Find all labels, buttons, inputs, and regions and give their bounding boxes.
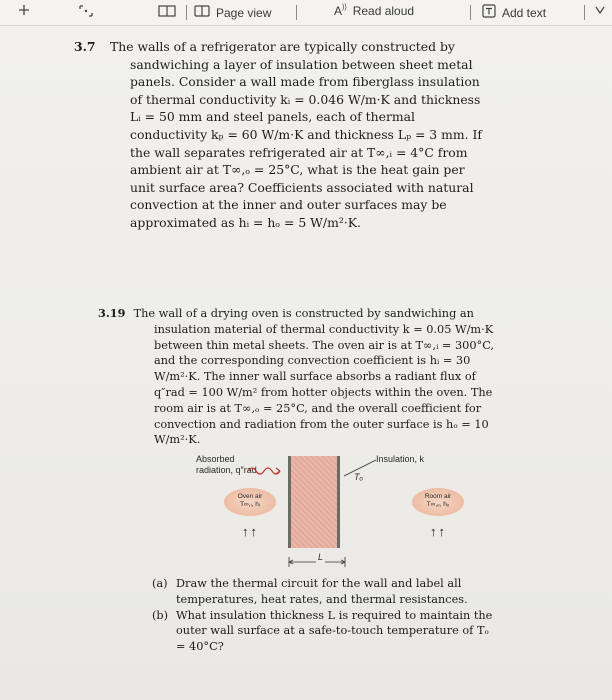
- document-page: [0, 26, 612, 700]
- plus-icon[interactable]: [18, 4, 30, 19]
- oven-air-params: T∞,ᵢ, hᵢ: [240, 501, 260, 508]
- toolbar-divider: [584, 5, 585, 20]
- two-page-icon[interactable]: [158, 4, 176, 21]
- page-view-label: Page view: [216, 5, 272, 20]
- toolbar-left-icons: [18, 4, 30, 19]
- oven-air-label: Oven air: [237, 493, 263, 500]
- problem-3-19-parts: [152, 576, 496, 655]
- oven-air-oval: [224, 488, 276, 516]
- read-aloud-icon: A)): [334, 4, 347, 18]
- part-label: (b): [152, 608, 169, 622]
- part-text: What insulation thickness L is required to maintain the outer wall surface at a safe-to-touch temperature of Tₒ = 40°C?: [176, 608, 493, 654]
- problem-3-19: 3.19 The wall of a drying oven is constructed by sandwiching an insulation material of thermal conductivity k = 0.05 W/m·K between thin metal sheets. The oven air is at T∞,ᵢ = 300°C, and the corresponding convection coefficient is hᵢ = 30 W/m²·K. The inner wall surface absorbs a radiant flux of q″rad = 100 W/m² from hotter objects within the oven. The room air is at T∞,ₒ = 25°C, and the overall coefficient for convection and radiation from the outer surface is hₒ = 10 W/m²·K.: [98, 306, 495, 447]
- book-icon: [194, 4, 210, 21]
- fit-page-icon[interactable]: [78, 4, 94, 21]
- chevron-down-icon: [594, 4, 606, 19]
- part-a: [152, 576, 496, 608]
- draw-button[interactable]: [594, 4, 606, 19]
- part-text: Draw the thermal circuit for the wall and label all temperatures, heat rates, and thermal resistances.: [176, 577, 468, 606]
- page-view-button[interactable]: [194, 4, 271, 21]
- text-box-icon: [482, 4, 496, 21]
- thickness-label: L: [318, 552, 324, 562]
- reader-toolbar: [0, 0, 612, 26]
- radiation-wave-icon: [246, 464, 286, 478]
- toolbar-icon-group: [78, 4, 94, 21]
- room-air-params: T∞,ₒ, hₒ: [426, 501, 450, 508]
- insulation-label: Insulation, k: [376, 454, 425, 464]
- read-aloud-label: Read aloud: [352, 4, 415, 18]
- read-aloud-button[interactable]: [334, 4, 414, 18]
- room-air-flow-arrows: ↑↑: [430, 524, 447, 539]
- absorbed-radiation-label-2: radiation, q″rad: [196, 465, 257, 475]
- problem-text: The wall of a drying oven is constructed by sandwiching an insulation material of thermal conductivity k = 0.05 W/m·K between thin metal sheets. The oven air is at T∞,ᵢ = 300°C, and the corresponding convection coefficient is hᵢ = 30 W/m²·K. The inner wall surface absorbs a radiant flux of q″rad = 100 W/m² from hotter objects within the oven. The room air is at T∞,ₒ = 25°C, and the overall coefficient for convection and radiation from the outer surface is hₒ = 10 W/m²·K.: [133, 307, 495, 447]
- room-air-oval: [412, 488, 464, 516]
- add-text-button[interactable]: [482, 4, 546, 21]
- room-air-label: Room air: [424, 493, 452, 500]
- problem-3-7: 3.7 The walls of a refrigerator are typically constructed by sandwiching a layer of insulation between sheet metal panels. Consider a wall made from fiberglass insulation of thermal conductivity kᵢ = 0.046 W/m·K and thickness Lᵢ = 50 mm and steel panels, each of thermal conductivity kₚ = 60 W/m·K and thickness Lₚ = 3 mm. If the wall separates refrigerated air at T∞,ᵢ = 4°C from ambient air at T∞,ₒ = 25°C, what is the heat gain per unit surface area? Coefficients associated with natural convection at the inner and outer surfaces may be approximated as hᵢ = hₒ = 5 W/m²·K.: [74, 39, 482, 230]
- outer-surface-temp-label: Tₒ: [354, 472, 364, 482]
- part-label: (a): [152, 577, 168, 590]
- toolbar-icon-group-2: [158, 4, 176, 21]
- part-b: [152, 608, 496, 655]
- oven-air-flow-arrows: ↑↑: [242, 524, 259, 539]
- problem-text: The walls of a refrigerator are typically constructed by sandwiching a layer of insulation between sheet metal panels. Consider a wall made from fiberglass insulation of thermal conductivity kᵢ = 0.046 W/m·K and thickness Lᵢ = 50 mm and steel panels, each of thermal conductivity kₚ = 60 W/m·K and thickness Lₚ = 3 mm. If the wall separates refrigerated air at T∞,ᵢ = 4°C from ambient air at T∞,ₒ = 25°C, what is the heat gain per unit surface area? Coefficients associated with natural convection at the inner and outer surfaces may be approximated as hᵢ = hₒ = 5 W/m²·K.: [109, 39, 482, 230]
- oven-wall-figure: [196, 452, 496, 576]
- toolbar-divider: [296, 5, 297, 20]
- toolbar-divider: [186, 5, 187, 20]
- insulation-wall: [288, 456, 340, 548]
- absorbed-radiation-label: Absorbed: [196, 454, 235, 464]
- toolbar-divider: [470, 5, 471, 20]
- add-text-label: Add text: [502, 5, 547, 20]
